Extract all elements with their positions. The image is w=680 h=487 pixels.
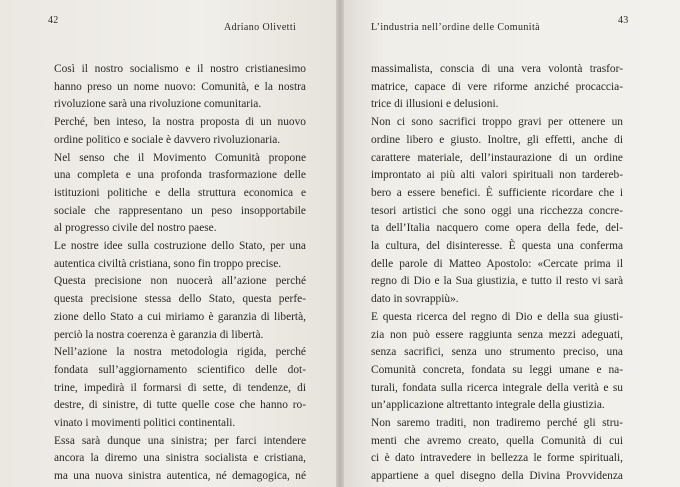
text-line: turali, fondata sulla ricerca integrale della verità e su <box>371 381 623 394</box>
text-line: dato in sovrappiù». <box>371 293 459 306</box>
left-page <box>0 0 336 487</box>
text-line: zione dello Stato a cui miriamo è garanzia di libertà, <box>54 310 306 323</box>
text-line: delle parole di Matteo Apostolo: «Cercate prima il <box>371 257 623 270</box>
text-line: ci è dato intravedere in bellezza le forme spirituali, <box>371 452 623 465</box>
text-line: Perché, ben inteso, la nostra proposta di un nuovo <box>54 116 306 129</box>
text-line: matrice, capace di vere riforme anziché procaccia- <box>371 80 623 93</box>
text-line: vinato i movimenti politici continentali. <box>54 417 236 430</box>
text-line: Le nostre idee sulla costruzione dello Stato, per una <box>54 240 306 253</box>
right-running-head: L’industria nell’ordine delle Comunità <box>371 22 540 33</box>
text-line: ordine libero e giusto. Inoltre, gli effetti, anche di <box>371 133 623 146</box>
text-line: sociale che rappresentano un peso insopportabile <box>54 204 306 217</box>
text-line: Essa sarà dunque una sinistra; per farci intendere <box>54 434 306 447</box>
text-line: una completa e una profonda trasformazione delle <box>54 169 306 182</box>
text-line: perciò la nostra coerenza è garanzia di libertà. <box>54 328 264 341</box>
right-page <box>344 0 680 487</box>
text-line: Non saremo traditi, non tradiremo perché gli stru- <box>371 417 623 430</box>
text-line: massimalista, conscia di una vera volontà trasfor- <box>371 63 623 75</box>
text-line: bero a essere benefici. È sufficiente ricordare che i <box>371 186 623 199</box>
text-line: senza sacrifici, senza uno strumento preciso, una <box>371 346 623 359</box>
text-line: la cultura, del disinteresse. È questa una conferma <box>371 240 623 253</box>
right-body-text <box>371 61 623 486</box>
text-line: rivoluzione sarà una rivoluzione comunitaria. <box>54 98 262 111</box>
text-line: destre, di sinistre, di tutte quelle cose che hanno ro- <box>54 399 306 412</box>
text-line: zia non può essere raggiunta senza mezzi adeguati, <box>371 328 623 341</box>
text-line: Non ci sono sacrifici troppo gravi per ottenere un <box>371 116 623 129</box>
text-line: questa precisione stessa dello Stato, questa perfe- <box>54 293 306 306</box>
text-line: appartiene a quel disegno della Divina Provvidenza <box>371 470 623 483</box>
text-line: ancora la diremo una sinistra socialista e cristiana, <box>54 452 306 465</box>
left-body-text <box>54 61 306 486</box>
text-line: al progresso civile del nostro paese. <box>54 222 217 235</box>
text-line: ta dell’Italia nacquero come opera della fede, del- <box>371 222 623 235</box>
right-page-number: 43 <box>618 15 629 26</box>
text-line: fondata sull’aggiornamento scientifico delle dot- <box>54 363 306 376</box>
left-running-head: Adriano Olivetti <box>224 22 297 33</box>
text-line: Questa precisione non nuocerà all’azione perché <box>54 275 306 288</box>
text-line: Nell’azione la nostra metodologia rigida, perché <box>54 346 306 359</box>
text-line: trice di illusioni e delusioni. <box>371 98 499 111</box>
text-line: hanno preso un nome nuovo: Comunità, e la nostra <box>54 80 306 93</box>
text-line: Nel senso che il Movimento Comunità propone <box>54 151 306 164</box>
text-line: regno di Dio e la Sua giustizia, e tutto il resto vi sarà <box>371 275 623 288</box>
text-line: trine, impedirà il formarsi di sette, di tendenze, di <box>54 381 306 394</box>
text-line: E questa ricerca del regno di Dio e della sua giusti- <box>371 310 623 323</box>
text-line: carattere materiale, dell’instaurazione di un ordine <box>371 151 623 164</box>
left-page-number: 42 <box>48 15 59 26</box>
text-line: autentica civiltà cristiana, sono fin troppo precise. <box>54 257 282 270</box>
text-line: ordine politico e sociale è davvero rivoluzionaria. <box>54 133 281 146</box>
text-line: Comunità concreta, fondata su leggi umane e na- <box>371 363 623 376</box>
text-line: ma una nuova sinistra autentica, né demagogica, né <box>54 470 306 483</box>
text-line: Così il nostro socialismo e il nostro cristianesimo <box>54 63 306 75</box>
text-line: menti che avremo creato, quella Comunità di cui <box>371 434 623 447</box>
text-line: un’applicazione altrettanto integrale della giustizia. <box>371 399 605 412</box>
book-gutter <box>336 0 344 487</box>
text-line: improntato ai più alti valori spirituali non tardereb- <box>371 169 623 182</box>
text-line: istituzioni politiche e della struttura economica e <box>54 186 306 199</box>
text-line: tesori artistici che sono oggi una ricchezza concre- <box>371 204 623 217</box>
